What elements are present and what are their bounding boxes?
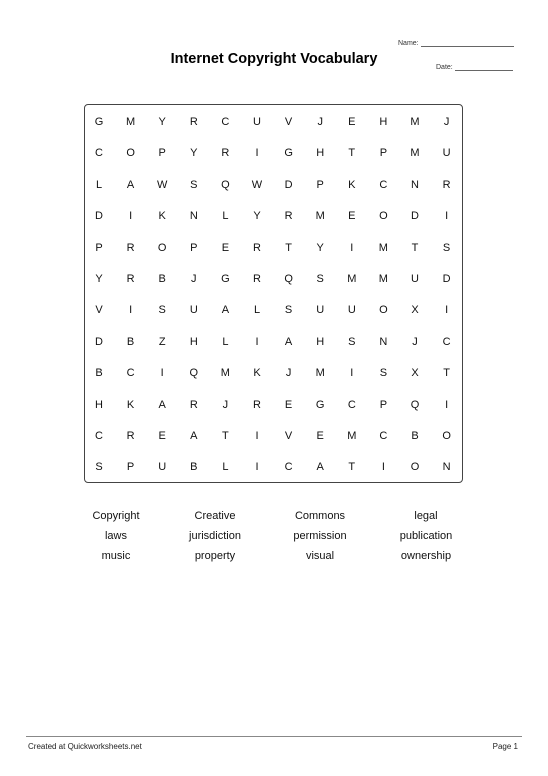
name-field[interactable] — [398, 40, 514, 47]
grid-letter[interactable]: T — [222, 430, 229, 442]
grid-letter[interactable]: G — [315, 398, 325, 411]
grid-letter[interactable]: L — [222, 210, 229, 223]
grid-letter[interactable]: M — [347, 273, 357, 285]
grid-letter[interactable]: D — [411, 210, 419, 223]
date-label: Date: — [436, 64, 453, 71]
grid-letter[interactable]: P — [379, 147, 388, 160]
grid-letter[interactable]: Y — [253, 210, 261, 223]
grid-letter[interactable]: I — [381, 461, 385, 474]
grid-letter[interactable]: I — [255, 335, 259, 348]
grid-letter[interactable]: I — [255, 430, 259, 442]
grid-letter[interactable]: S — [284, 304, 293, 317]
grid-letter[interactable]: B — [126, 335, 135, 348]
grid-letter[interactable]: U — [442, 147, 451, 160]
grid-letter[interactable]: U — [316, 304, 325, 317]
grid-letter[interactable]: I — [255, 461, 259, 474]
grid-letter[interactable]: D — [95, 335, 103, 348]
grid-letter[interactable]: L — [253, 304, 261, 317]
grid-letter[interactable]: H — [189, 335, 198, 348]
grid-letter[interactable]: P — [379, 398, 388, 411]
grid-letter[interactable]: R — [253, 273, 261, 285]
grid-letter[interactable]: I — [129, 210, 133, 223]
grid-letter[interactable]: T — [348, 461, 356, 474]
grid-letter[interactable]: H — [379, 116, 388, 128]
word-list-item: jurisdiction — [189, 530, 241, 542]
grid-letter[interactable]: I — [445, 304, 449, 317]
grid-letter[interactable]: Y — [190, 147, 198, 160]
grid-letter[interactable]: E — [284, 398, 293, 411]
grid-letter[interactable]: O — [157, 241, 167, 254]
grid-letter[interactable]: A — [126, 178, 135, 191]
grid-letter[interactable]: Y — [158, 116, 166, 128]
name-label: Name: — [398, 40, 419, 47]
grid-letter[interactable]: V — [95, 304, 103, 317]
grid-letter[interactable]: M — [378, 241, 388, 254]
grid-letter[interactable]: I — [129, 304, 133, 317]
grid-letter[interactable]: C — [284, 461, 293, 474]
word-list-item: ownership — [400, 550, 452, 562]
grid-letter[interactable]: H — [95, 398, 103, 411]
grid-letter[interactable]: T — [348, 147, 356, 160]
grid-letter[interactable]: B — [190, 461, 198, 474]
grid-letter[interactable]: J — [191, 273, 197, 285]
page-title: Internet Copyright Vocabulary — [170, 51, 378, 67]
grid-letter[interactable]: U — [411, 273, 419, 285]
grid-letter[interactable]: P — [126, 461, 135, 474]
grid-letter[interactable]: M — [410, 116, 420, 128]
grid-letter[interactable]: C — [442, 335, 451, 348]
grid-letter[interactable]: R — [126, 241, 135, 254]
footer-divider — [26, 736, 522, 737]
grid-letter[interactable]: N — [442, 461, 451, 474]
grid-letter[interactable]: B — [411, 430, 419, 442]
grid-letter[interactable]: N — [411, 178, 419, 191]
grid-letter[interactable]: S — [95, 461, 103, 474]
grid-letter[interactable]: J — [285, 367, 292, 380]
grid-letter[interactable]: C — [221, 116, 230, 128]
grid-letter[interactable]: O — [442, 430, 451, 442]
grid-letter[interactable]: A — [316, 461, 324, 474]
grid-letter[interactable]: R — [442, 178, 451, 191]
grid-letter[interactable]: H — [316, 147, 325, 160]
grid-letter[interactable]: P — [158, 147, 166, 160]
grid-letter[interactable]: U — [253, 116, 261, 128]
grid-letter[interactable]: R — [126, 273, 135, 285]
grid-letter[interactable]: J — [222, 398, 229, 411]
grid-letter[interactable]: J — [412, 335, 418, 348]
grid-letter[interactable]: S — [348, 335, 356, 348]
grid-letter[interactable]: X — [411, 367, 419, 380]
grid-letter[interactable]: Z — [158, 335, 166, 348]
grid-letter[interactable]: Q — [410, 398, 420, 411]
word-list-item: visual — [305, 550, 335, 562]
grid-letter[interactable]: J — [443, 116, 450, 128]
grid-letter[interactable]: A — [190, 430, 198, 442]
grid-letter[interactable]: J — [317, 116, 323, 128]
grid-letter[interactable]: G — [284, 147, 293, 160]
grid-letter[interactable]: K — [348, 178, 356, 191]
grid-letter[interactable]: Y — [95, 273, 103, 285]
grid-letter[interactable]: R — [189, 116, 198, 128]
page-number: Page 1 — [492, 742, 518, 751]
grid-letter[interactable]: V — [284, 430, 293, 442]
grid-letter[interactable]: M — [347, 430, 357, 442]
grid-letter[interactable]: T — [443, 367, 450, 380]
grid-letter[interactable]: T — [285, 241, 292, 254]
grid-letter[interactable]: C — [95, 147, 103, 160]
grid-letter[interactable]: B — [158, 273, 166, 285]
grid-letter[interactable]: H — [316, 335, 325, 348]
grid-letter[interactable]: D — [95, 210, 103, 223]
name-blank-line[interactable] — [421, 40, 514, 47]
grid-letter[interactable]: M — [378, 273, 388, 285]
grid-letter[interactable]: O — [126, 147, 135, 160]
grid-letter[interactable]: M — [220, 367, 230, 380]
grid-letter[interactable]: W — [251, 178, 263, 191]
grid-letter[interactable]: V — [284, 116, 293, 128]
grid-letter[interactable]: E — [221, 241, 230, 254]
grid-letter[interactable]: X — [411, 304, 419, 317]
grid-letter[interactable]: A — [284, 335, 293, 348]
grid-letter[interactable]: N — [379, 335, 388, 348]
grid-letter[interactable]: L — [222, 461, 229, 474]
grid-letter[interactable]: R — [253, 241, 261, 254]
word-list-item: music — [101, 550, 131, 562]
grid-letter[interactable]: I — [350, 241, 354, 254]
grid-letter[interactable]: U — [347, 304, 356, 317]
grid-letter[interactable]: P — [190, 241, 198, 254]
word-list-item: legal — [414, 510, 438, 522]
grid-letter[interactable]: C — [347, 398, 356, 411]
grid-letter[interactable]: S — [379, 367, 388, 380]
grid-letter[interactable]: E — [158, 430, 166, 442]
grid-letter[interactable]: R — [189, 398, 198, 411]
grid-letter[interactable]: O — [379, 304, 388, 317]
grid-letter[interactable]: S — [442, 241, 451, 254]
grid-letter[interactable]: K — [126, 398, 135, 411]
grid-letter[interactable]: D — [284, 178, 293, 191]
grid-letter[interactable]: O — [410, 461, 420, 474]
grid-letter[interactable]: K — [158, 210, 166, 223]
word-list-item: publication — [399, 530, 453, 542]
word-list-item: Creative — [194, 510, 236, 522]
grid-letter[interactable]: R — [253, 398, 261, 411]
grid-letter[interactable]: Q — [221, 178, 230, 191]
grid-letter[interactable]: R — [221, 147, 230, 160]
grid-letter[interactable]: R — [126, 430, 135, 442]
grid-letter[interactable]: M — [410, 147, 420, 160]
grid-letter[interactable]: S — [190, 178, 198, 191]
grid-letter[interactable]: C — [95, 430, 103, 442]
grid-letter[interactable]: E — [348, 116, 356, 128]
grid-letter[interactable]: Y — [316, 241, 324, 254]
grid-letter[interactable]: I — [255, 147, 259, 160]
grid-letter[interactable]: D — [442, 273, 451, 285]
grid-letter[interactable]: U — [189, 304, 198, 317]
grid-letter[interactable]: S — [158, 304, 166, 317]
grid-letter[interactable]: S — [316, 273, 324, 285]
grid-letter[interactable]: U — [158, 461, 167, 474]
grid-letter[interactable]: G — [94, 116, 104, 128]
word-list-item: permission — [293, 530, 347, 542]
grid-letter[interactable]: Q — [284, 273, 293, 285]
grid-letter[interactable]: M — [315, 367, 325, 380]
word-list-item: Copyright — [92, 510, 140, 522]
grid-letter[interactable]: A — [221, 304, 230, 317]
grid-letter[interactable]: M — [315, 210, 325, 223]
grid-letter[interactable]: W — [156, 178, 168, 191]
grid-letter[interactable]: E — [316, 430, 324, 442]
grid-letter[interactable]: C — [379, 178, 388, 191]
grid-letter[interactable]: I — [350, 367, 354, 380]
word-list-item: laws — [104, 530, 127, 542]
grid-letter[interactable]: I — [160, 367, 164, 380]
grid-letter[interactable]: T — [411, 241, 419, 254]
grid-letter[interactable]: C — [126, 367, 135, 380]
word-list-item: property — [194, 550, 236, 562]
grid-letter[interactable]: L — [95, 178, 103, 191]
grid-letter[interactable]: R — [284, 210, 293, 223]
grid-letter[interactable]: E — [348, 210, 356, 223]
grid-letter[interactable]: P — [316, 178, 324, 191]
grid-letter[interactable]: I — [445, 398, 449, 411]
grid-letter[interactable]: I — [445, 210, 449, 223]
grid-letter[interactable]: K — [253, 367, 261, 380]
grid-letter[interactable]: Q — [189, 367, 199, 380]
grid-letter[interactable]: O — [379, 210, 388, 223]
footer-credit: Created at Quickworksheets.net — [28, 742, 142, 751]
grid-letter[interactable]: B — [95, 367, 103, 380]
grid-letter[interactable]: N — [189, 210, 198, 223]
grid-letter[interactable]: L — [222, 335, 229, 348]
grid-letter[interactable]: C — [379, 430, 388, 442]
grid-letter[interactable]: P — [95, 241, 103, 254]
grid-letter[interactable]: M — [126, 116, 136, 128]
grid-letter[interactable]: G — [221, 273, 230, 285]
grid-letter[interactable]: A — [158, 398, 166, 411]
word-list-item: Commons — [294, 510, 346, 522]
